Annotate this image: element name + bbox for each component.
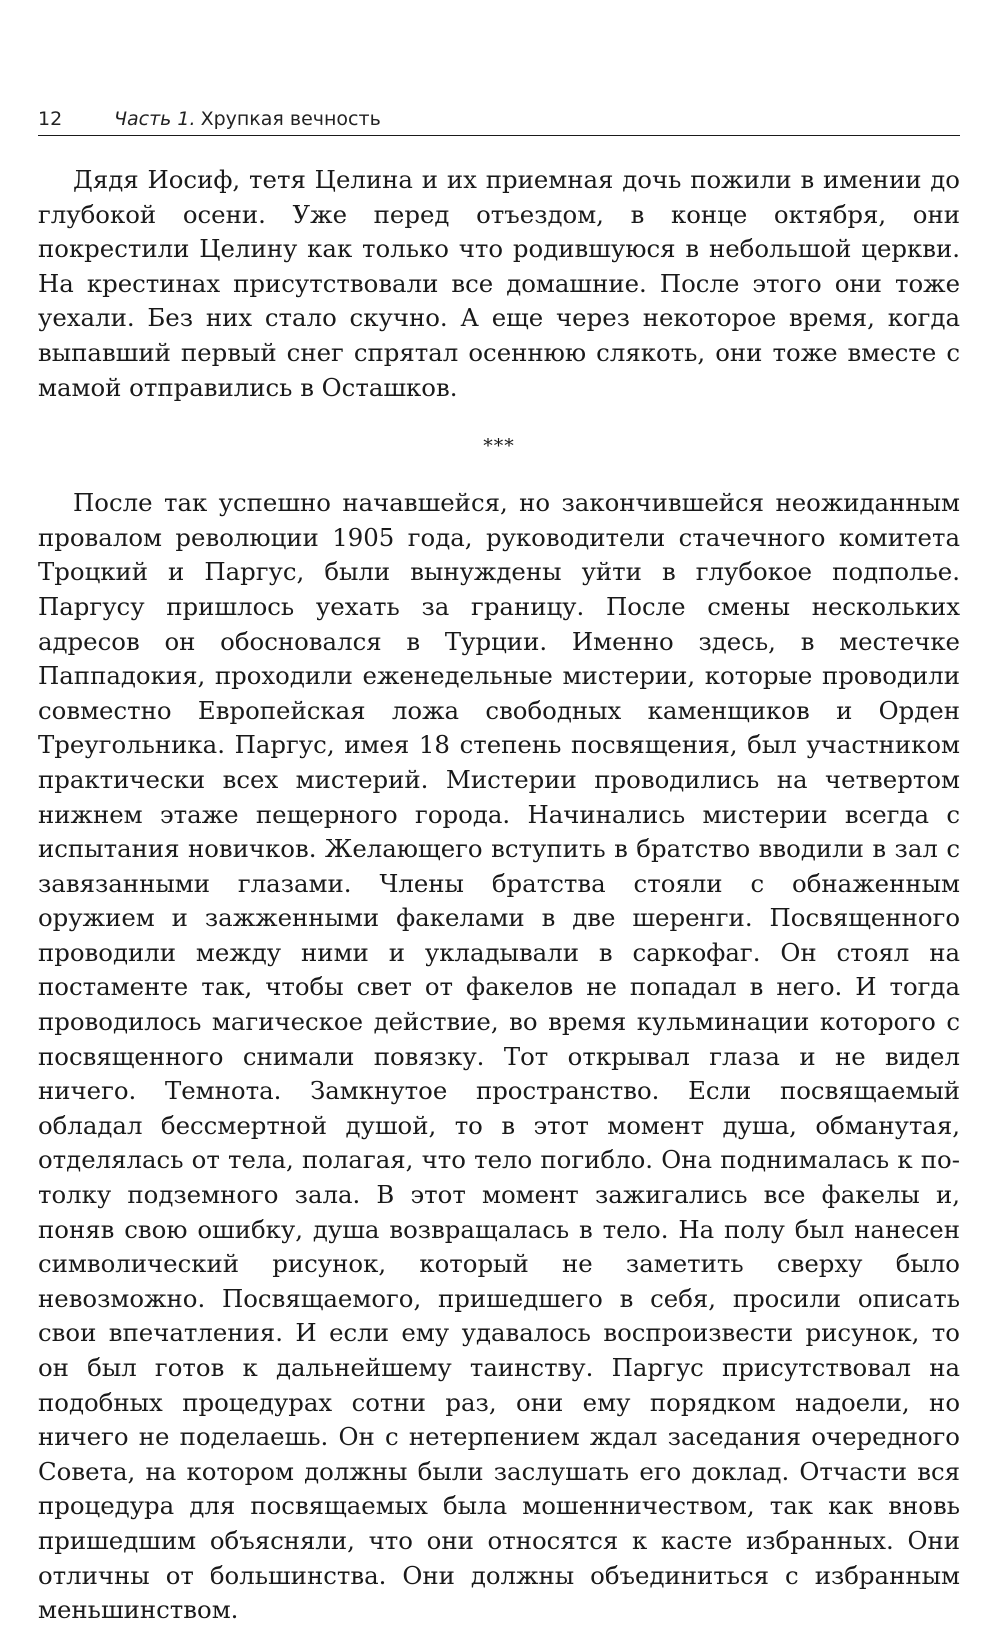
paragraph: После так успешно начавшейся, но закончившейся неожиданным провалом революции 1905 года, руководители стачечного комитета Троцкий и Паргус, были вынуждены уйти в глубокое подполье. Паргусу пришлось уехать за границу. После смены нескольких адресов он обосновался в Турции. Именно здесь, в местечке Паппадокия, проходили еженедельные мистерии, которые проводили совместно Европейская ложа свободных каменщиков и Орден Треугольника. Паргус, имея 18 степень посвящения, был участником практически всех мистерий. Мистерии проводились на четвертом нижнем этаже пещерного города. Начинались мистерии всегда с испытания новичков. Желающего вступить в братство вводили в зал с завязанными глазами. Члены братства стояли с обнаженным оружием и зажженными факелами в две шеренги. Посвященного проводили между ними и укладывали в саркофаг. Он стоял на постаменте так, чтобы свет от факелов не попадал в него. И тогда проводилось магическое действие, во время кульминации которого с посвященного снимали повязку. Тот открывал глаза и не видел ничего. Темнота. Замкнутое пространство. Если посвящаемый обладал бессмертной душой, то в этот момент душа, обманутая, отделялась от тела, полагая, что тело погибло. Она поднималась к потолку подземного зала. В этот момент зажигались все факелы и, поняв свою ошибку, душа возвращалась в тело. На полу был нанесен символический рисунок, который не заметить сверху было невозможно. Посвящаемого, пришедшего в себя, просили описать свои впечатления. И если ему удавалось воспроизвести рисунок, то он был готов к дальнейшему таинству. Паргус присутствовал на подобных процедурах сотни раз, они ему порядком надоели, но ничего не поделаешь. Он с нетерпением ждал заседания очередного Совета, на котором должны были заслушать его доклад. Отчасти вся процедура для посвящаемых была мошенничеством, так как вновь пришедшим объясняли, что они относятся к касте избранных. Они отличны от большинства. Они должны объединиться с избранным меньшинством.: [38, 488, 960, 1625]
chapter-title: Хрупкая вечность: [200, 108, 381, 130]
page-number: 12: [38, 108, 63, 130]
running-head: [38, 108, 960, 136]
book-page: [38, 108, 960, 1628]
section-separator: ***: [483, 435, 515, 458]
body-text: [38, 163, 960, 1628]
paragraph: Дядя Иосиф, тетя Целина и их приемная дочь пожили в имении до глубокой осени. Уже перед отъездом, в конце октября, они покрестили Целину как только что родившуюся в небольшой церкви. На крестинах присутствовали все домашние. После этого они тоже уехали. Без них стало скучно. А еще через некоторое время, когда выпавший первый снег спрятал осеннюю слякоть, они тоже вместе с мамой отправились в Осташков.: [38, 165, 960, 402]
chapter-label: Часть 1.: [114, 108, 196, 130]
